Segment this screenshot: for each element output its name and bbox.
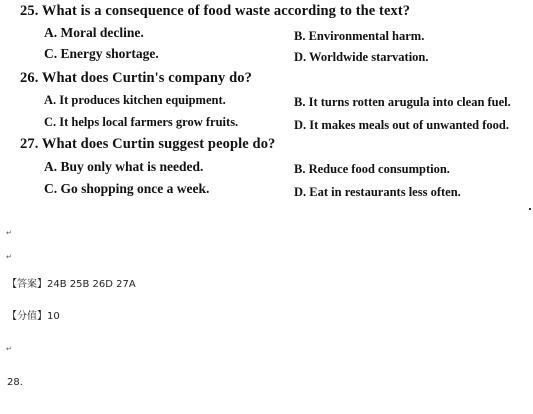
question-26-stem: 26. What does Curtin's company do? — [20, 70, 252, 86]
question-25-option-d: D. Worldwide starvation. — [294, 50, 429, 64]
question-27-stem: 27. What does Curtin suggest people do? — [20, 136, 276, 152]
question-27-option-d: D. Eat in restaurants less often. — [294, 185, 461, 199]
scan-speck — [529, 208, 531, 210]
question-26-option-a: A. It produces kitchen equipment. — [44, 93, 226, 107]
paragraph-mark: ↵ — [6, 229, 12, 237]
question-25-option-b: B. Environmental harm. — [294, 29, 425, 43]
question-25-option-c: C. Energy shortage. — [44, 46, 159, 61]
question-25-stem: 25. What is a consequence of food waste according to the text? — [20, 3, 411, 19]
question-25-option-a: A. Moral decline. — [44, 25, 144, 40]
question-27-option-a: A. Buy only what is needed. — [44, 159, 204, 174]
score-line: 【分值】10 — [7, 311, 60, 322]
paragraph-mark: ↵ — [6, 253, 12, 261]
question-27-option-c: C. Go shopping once a week. — [44, 181, 210, 196]
question-26-option-d: D. It makes meals out of unwanted food. — [294, 118, 509, 132]
next-question-number: 28. — [7, 377, 23, 388]
paragraph-mark: ↵ — [6, 345, 12, 353]
question-26-option-b: B. It turns rotten arugula into clean fuel. — [294, 95, 511, 109]
answer-line: 【答案】24B 25B 26D 27A — [7, 279, 136, 290]
question-27-option-b: B. Reduce food consumption. — [294, 162, 450, 176]
question-26-option-c: C. It helps local farmers grow fruits. — [44, 115, 239, 129]
